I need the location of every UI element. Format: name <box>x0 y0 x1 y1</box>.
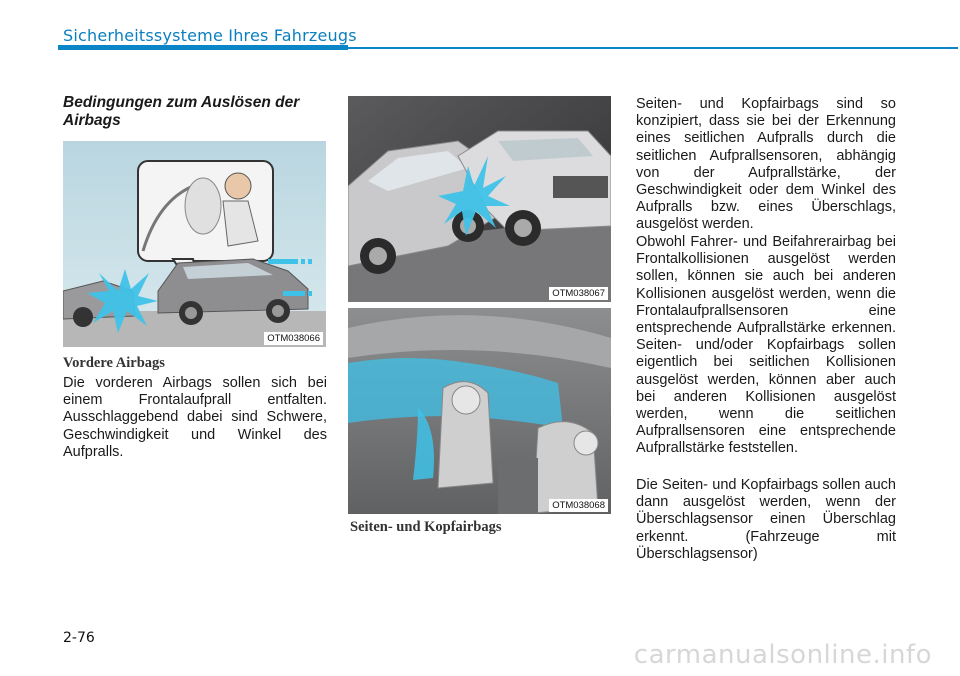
front-airbags-paragraph: Die vorderen Airbags sollen sich bei einem Frontalaufprall entfalten. Ausschlaggebend dabei sind Schwere, Geschwindigkeit und Winkel des Aufpralls. <box>63 375 327 460</box>
side-airbags-subheading: Seiten- und Kopfairbags <box>350 519 502 535</box>
right-paragraph-3: Die Seiten- und Kopfairbags sollen auch dann ausgelöst werden, wenn der Überschlagsensor einen Überschlag erkennt. (Fahrzeuge mit Überschlagsensor) <box>636 477 896 562</box>
right-paragraph-2: Obwohl Fahrer- und Beifahrerairbag bei Frontalkollisionen ausgelöst werden sollen, können sie auch bei anderen Kollisionen ausgelöst werden, wenn die Frontalaufprallsensoren eine entsprechende Aufprallstärke erkennen. Seiten- und/oder Kopfairbags sollen eigentlich bei seitlichen Kollisionen ausgelöst werden, können aber auch bei anderen Kollisionen ausgelöst werden, wenn die seitlichen Aufprallsensoren eine entsprechende Aufprallstärke feststellen. <box>636 234 896 457</box>
header-accent-bar <box>58 45 348 50</box>
front-collision-figure <box>63 141 326 347</box>
figure-code: OTM038066 <box>264 332 323 345</box>
chapter-title: Sicherheitssysteme Ihres Fahrzeugs <box>63 26 357 45</box>
front-collision-illustration <box>63 141 326 347</box>
section-heading: Bedingungen zum Auslösen der Airbags <box>63 94 300 129</box>
figure-code: OTM038067 <box>549 287 608 300</box>
curtain-airbag-illustration <box>348 308 611 514</box>
figure-code: OTM038068 <box>549 499 608 512</box>
side-collision-figure <box>348 96 611 302</box>
front-airbags-subheading: Vordere Airbags <box>63 355 165 371</box>
right-paragraph-1: Seiten- und Kopfairbags sind so konzipiert, dass sie bei der Erkennung eines seitlichen Aufpralls durch die seitlichen Aufprallsensoren, abhängig von der Aufprallstärke, der Geschwindigkeit oder dem Winkel des Aufpralls bzw. eines Überschlags, ausgelöst werden. <box>636 96 896 233</box>
curtain-airbag-figure <box>348 308 611 514</box>
site-watermark: carmanualsonline.info <box>633 640 932 670</box>
page-number: 2-76 <box>63 630 95 646</box>
side-collision-illustration <box>348 96 611 302</box>
